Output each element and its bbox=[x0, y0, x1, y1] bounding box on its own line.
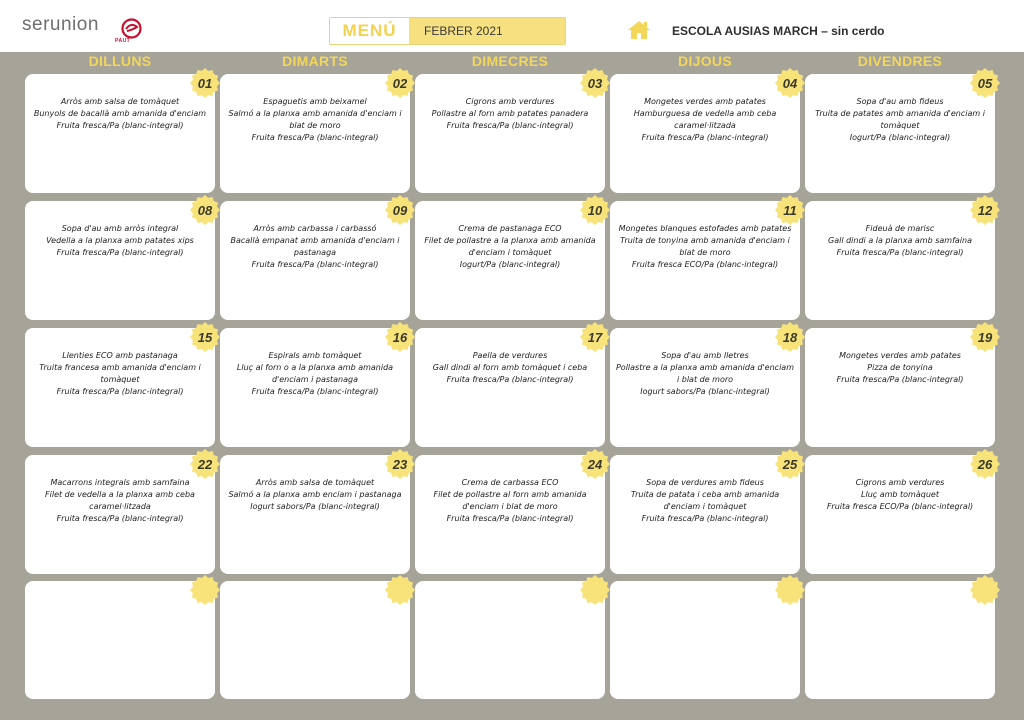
dish-item: Macarrons integrals amb samfaina bbox=[50, 478, 190, 487]
dish-item: Cigrons amb verdures bbox=[465, 97, 555, 106]
day-number: 25 bbox=[782, 456, 798, 472]
day-cell bbox=[610, 74, 800, 193]
day-number-badge bbox=[384, 194, 416, 226]
dish-item: Paella de verdures bbox=[472, 351, 548, 360]
dish-item: Crema de pastanaga ECO bbox=[458, 224, 562, 233]
day-cell bbox=[220, 455, 410, 574]
dish-item: Fruita fresca/Pa (blanc-integral) bbox=[56, 248, 184, 257]
day-number-badge bbox=[969, 67, 1001, 99]
dish-item: Fruita fresca/Pa (blanc-integral) bbox=[446, 375, 574, 384]
header bbox=[0, 0, 1024, 52]
dish-item: Llenties ECO amb pastanaga bbox=[62, 351, 178, 360]
dish-list bbox=[809, 477, 991, 513]
day-number-badge bbox=[189, 574, 221, 606]
dish-item: Bacallà empanat amb amanida d'enciam i pastanaga bbox=[230, 236, 400, 257]
day-number: 26 bbox=[977, 456, 993, 472]
dish-item: Fruita fresca/Pa (blanc-integral) bbox=[251, 133, 379, 142]
dish-item: Mongetes verdes amb patates bbox=[644, 97, 766, 106]
day-cell bbox=[415, 74, 605, 193]
dish-item: Truita de patata i ceba amb amanida d'enciam i tomàquet bbox=[630, 490, 780, 511]
day-number: 19 bbox=[977, 329, 993, 345]
school-name: ESCOLA AUSIAS MARCH – sin cerdo bbox=[672, 24, 885, 38]
dish-item: Hamburguesa de vedella amb ceba caramel·litzada bbox=[633, 109, 777, 130]
day-cell bbox=[805, 74, 995, 193]
day-number bbox=[189, 574, 221, 606]
dish-item: Filet de pollastre a la planxa amb amanida d'enciam i tomàquet bbox=[424, 236, 596, 257]
dish-item: Bunyols de bacallà amb amanida d'enciam bbox=[33, 109, 207, 118]
day-cell bbox=[220, 581, 410, 699]
day-cell bbox=[25, 581, 215, 699]
day-number: 05 bbox=[977, 75, 993, 91]
dish-list bbox=[614, 350, 796, 398]
dish-item: Fruita fresca/Pa (blanc-integral) bbox=[446, 121, 574, 130]
day-number: 04 bbox=[782, 75, 798, 91]
dish-item: Arròs amb salsa de tomàquet bbox=[255, 478, 375, 487]
home-icon bbox=[627, 20, 651, 40]
day-number-badge bbox=[189, 321, 221, 353]
dish-list bbox=[614, 477, 796, 525]
dish-item: Filet de pollastre al forn amb amanida d'enciam i blat de moro bbox=[433, 490, 587, 511]
dish-list bbox=[614, 96, 796, 144]
day-number-badge bbox=[579, 448, 611, 480]
dish-item: Salmó a la planxa amb amanida d'enciam i blat de moro bbox=[228, 109, 402, 130]
dish-item: Sopa de verdures amb fideus bbox=[646, 478, 764, 487]
day-number-badge bbox=[774, 194, 806, 226]
dish-item: Espaguetis amb beixamel bbox=[263, 97, 367, 106]
day-cell bbox=[610, 455, 800, 574]
dish-list bbox=[419, 477, 601, 525]
dish-item: Gall dindi a la planxa amb samfaina bbox=[828, 236, 972, 245]
dish-list bbox=[224, 223, 406, 271]
day-header-dilluns: DILLUNS bbox=[88, 53, 152, 69]
dish-list bbox=[29, 223, 211, 259]
day-cell bbox=[610, 201, 800, 320]
day-number-badge bbox=[384, 321, 416, 353]
day-number: 17 bbox=[587, 329, 603, 345]
day-number: 01 bbox=[197, 75, 213, 91]
dish-item: Lluç al forn o a la planxa amb amanida d'enciam i pastanaga bbox=[236, 363, 394, 384]
menu-month: FEBRER 2021 bbox=[424, 24, 503, 38]
day-cell bbox=[415, 581, 605, 699]
day-cell bbox=[25, 74, 215, 193]
day-header-dimarts: DIMARTS bbox=[282, 53, 348, 69]
dish-item: Cigrons amb verdures bbox=[855, 478, 945, 487]
dish-item: Fruita fresca/Pa (blanc-integral) bbox=[56, 121, 184, 130]
dish-list bbox=[419, 96, 601, 132]
day-cell bbox=[25, 201, 215, 320]
day-cell bbox=[805, 328, 995, 447]
menu-label: MENÚ bbox=[330, 18, 409, 44]
dish-item: Mongetes blanques estofades amb patates bbox=[618, 224, 792, 233]
day-cell bbox=[610, 581, 800, 699]
day-number: 02 bbox=[392, 75, 408, 91]
logo-text: serunion bbox=[22, 14, 99, 35]
day-number bbox=[384, 574, 416, 606]
day-number-badge bbox=[384, 67, 416, 99]
dish-item: Fruita fresca/Pa (blanc-integral) bbox=[56, 387, 184, 396]
dish-item: Fruita fresca/Pa (blanc-integral) bbox=[641, 133, 769, 142]
day-number: 08 bbox=[197, 202, 213, 218]
day-number: 12 bbox=[977, 202, 993, 218]
day-number: 09 bbox=[392, 202, 408, 218]
dish-item: Truita francesa amb amanida d'enciam i tomàquet bbox=[39, 363, 201, 384]
day-cell bbox=[805, 581, 995, 699]
dish-list bbox=[419, 350, 601, 386]
day-header-dimecres: DIMECRES bbox=[471, 53, 549, 69]
day-cell bbox=[415, 455, 605, 574]
day-number-badge bbox=[969, 448, 1001, 480]
day-number: 11 bbox=[783, 202, 797, 218]
day-number: 22 bbox=[197, 456, 213, 472]
menu-title-bar bbox=[329, 17, 566, 45]
day-cell bbox=[805, 201, 995, 320]
day-number: 10 bbox=[587, 202, 603, 218]
dish-item: Truita de patates amb amanida d'enciam i tomàquet bbox=[815, 109, 985, 130]
dish-item: Fruita fresca/Pa (blanc-integral) bbox=[836, 248, 964, 257]
dish-item: Lluç amb tomàquet bbox=[861, 490, 939, 499]
dish-item: Crema de carbassa ECO bbox=[461, 478, 559, 487]
dish-item: Mongetes verdes amb patates bbox=[839, 351, 961, 360]
day-number-badge bbox=[189, 448, 221, 480]
dish-item: Iogurt sabors/Pa (blanc-integral) bbox=[250, 502, 380, 511]
serunion-logo bbox=[22, 14, 162, 48]
dish-item: Arròs amb salsa de tomàquet bbox=[60, 97, 180, 106]
day-cell bbox=[220, 201, 410, 320]
day-cell bbox=[25, 455, 215, 574]
dish-list bbox=[419, 223, 601, 271]
dish-item: Iogurt/Pa (blanc-integral) bbox=[849, 133, 951, 142]
day-number: 23 bbox=[392, 456, 408, 472]
dish-list bbox=[809, 223, 991, 259]
dish-list bbox=[809, 350, 991, 386]
day-number-badge bbox=[774, 574, 806, 606]
day-number-badge bbox=[579, 194, 611, 226]
day-number: 18 bbox=[782, 329, 798, 345]
day-number-badge bbox=[579, 67, 611, 99]
day-number bbox=[579, 574, 611, 606]
dish-item: Gall dindi al forn amb tomàquet i ceba bbox=[432, 363, 588, 372]
day-number: 15 bbox=[197, 329, 213, 345]
day-cell bbox=[220, 74, 410, 193]
day-header-dijous: DIJOUS bbox=[678, 53, 732, 69]
dish-item: Fruita fresca/Pa (blanc-integral) bbox=[251, 260, 379, 269]
dish-list bbox=[29, 350, 211, 398]
dish-item: Vedella a la planxa amb patates xips bbox=[46, 236, 194, 245]
day-cell bbox=[415, 328, 605, 447]
dish-list bbox=[614, 223, 796, 271]
day-number-badge bbox=[189, 67, 221, 99]
dish-list bbox=[809, 96, 991, 144]
logo-mark-icon bbox=[121, 18, 142, 39]
day-number-badge bbox=[969, 321, 1001, 353]
day-number-badge bbox=[579, 574, 611, 606]
dish-item: Sopa d'au amb lletres bbox=[661, 351, 749, 360]
day-cell bbox=[805, 455, 995, 574]
dish-item: Salmó a la planxa amb enciam i pastanaga bbox=[228, 490, 402, 499]
day-number: 16 bbox=[392, 329, 408, 345]
day-cell bbox=[610, 328, 800, 447]
day-cell bbox=[25, 328, 215, 447]
dish-item: Sopa d'au amb arròs integral bbox=[61, 224, 179, 233]
day-number bbox=[969, 574, 1001, 606]
day-number bbox=[774, 574, 806, 606]
dish-list bbox=[224, 477, 406, 513]
day-number-badge bbox=[774, 448, 806, 480]
day-number-badge bbox=[189, 194, 221, 226]
day-number-badge bbox=[774, 67, 806, 99]
dish-item: Truita de tonyina amb amanida d'enciam i blat de moro bbox=[620, 236, 790, 257]
dish-item: Fruita fresca/Pa (blanc-integral) bbox=[251, 387, 379, 396]
dish-item: Fruita fresca/Pa (blanc-integral) bbox=[836, 375, 964, 384]
dish-item: Pizza de tonyina bbox=[867, 363, 933, 372]
dish-item: Fruita fresca ECO/Pa (blanc-integral) bbox=[631, 260, 779, 269]
day-number: 24 bbox=[587, 456, 603, 472]
dish-list bbox=[224, 350, 406, 398]
dish-item: Filet de vedella a la planxa amb ceba caramel·litzada bbox=[45, 490, 195, 511]
dish-item: Fruita fresca ECO/Pa (blanc-integral) bbox=[826, 502, 974, 511]
day-cell bbox=[415, 201, 605, 320]
dish-item: Pollastre a la planxa amb amanida d'enciam i blat de moro bbox=[615, 363, 794, 384]
day-header-divendres: DIVENDRES bbox=[857, 53, 943, 69]
day-number-badge bbox=[579, 321, 611, 353]
dish-item: Espirals amb tomàquet bbox=[268, 351, 362, 360]
dish-list bbox=[29, 96, 211, 132]
dish-item: Iogurt/Pa (blanc-integral) bbox=[459, 260, 561, 269]
dish-item: Iogurt sabors/Pa (blanc-integral) bbox=[640, 387, 770, 396]
dish-item: Fruita fresca/Pa (blanc-integral) bbox=[56, 514, 184, 523]
dish-list bbox=[29, 477, 211, 525]
dish-item: Arròs amb carbassa i carbassó bbox=[253, 224, 377, 233]
day-number: 03 bbox=[587, 75, 603, 91]
dish-item: Fruita fresca/Pa (blanc-integral) bbox=[641, 514, 769, 523]
day-cell bbox=[220, 328, 410, 447]
day-number-badge bbox=[384, 448, 416, 480]
dish-item: Fruita fresca/Pa (blanc-integral) bbox=[446, 514, 574, 523]
day-number-badge bbox=[384, 574, 416, 606]
day-number-badge bbox=[774, 321, 806, 353]
dish-list bbox=[224, 96, 406, 144]
day-number-badge bbox=[969, 574, 1001, 606]
day-number-badge bbox=[969, 194, 1001, 226]
dish-item: Pollastre al forn amb patates panadera bbox=[431, 109, 589, 118]
logo-subtext: PAUT bbox=[115, 38, 131, 44]
dish-item: Fideuà de marisc bbox=[865, 224, 935, 233]
dish-item: Sopa d'au amb fideus bbox=[856, 97, 944, 106]
